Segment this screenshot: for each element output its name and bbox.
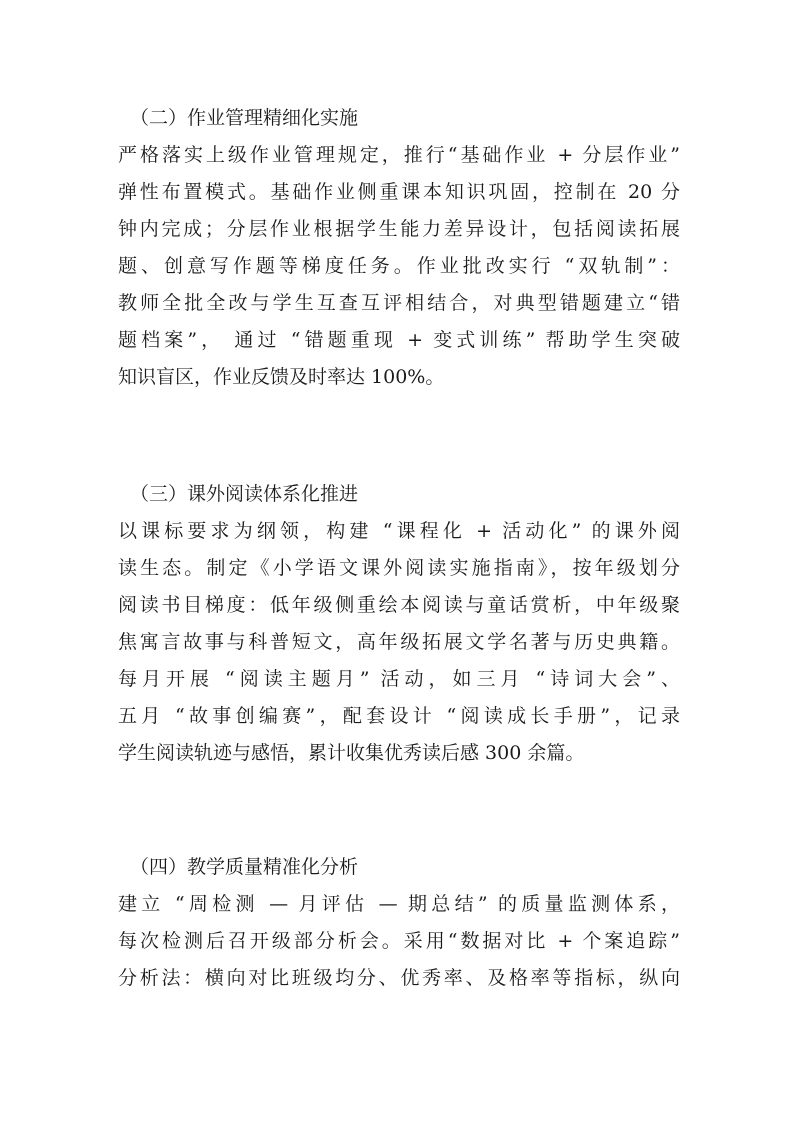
paragraph-line: 题、创意写作题等梯度任务。作业批改实行 “双轨制”： bbox=[118, 255, 680, 277]
paragraph-line: 读生态。制定《小学语文课外阅读实施指南》，按年级划分 bbox=[118, 557, 680, 579]
paragraph-line: 建立 “周检测 — 月评估 — 期总结” 的质量监测体系， bbox=[118, 893, 680, 915]
paragraph-line: 阅读书目梯度：低年级侧重绘本阅读与童话赏析，中年级聚 bbox=[118, 594, 680, 616]
paragraph-line: 分析法：横向对比班级均分、优秀率、及格率等指标，纵向 bbox=[118, 967, 680, 989]
paragraph-line: 教师全批全改与学生互查互评相结合，对典型错题建立“错 bbox=[118, 292, 680, 314]
paragraph-line: 五月 “故事创编赛”，配套设计 “阅读成长手册”，记录 bbox=[118, 705, 680, 727]
paragraph-line: 钟内完成；分层作业根据学生能力差异设计，包括阅读拓展 bbox=[118, 218, 680, 240]
paragraph-line: 知识盲区，作业反馈及时率达 100%。 bbox=[118, 366, 445, 388]
paragraph-line: 弹性布置模式。基础作业侧重课本知识巩固，控制在 20 分 bbox=[118, 181, 680, 203]
section-heading: （二）作业管理精细化实施 bbox=[130, 107, 359, 129]
section-homework-management bbox=[118, 106, 680, 389]
section-heading: （四）教学质量精准化分析 bbox=[130, 856, 359, 878]
paragraph-line: 学生阅读轨迹与感悟，累计收集优秀读后感 300 余篇。 bbox=[118, 742, 585, 764]
paragraph-line: 严格落实上级作业管理规定，推行“基础作业 + 分层作业” bbox=[118, 144, 680, 166]
paragraph-line: 每月开展 “阅读主题月” 活动，如三月 “诗词大会”、 bbox=[118, 668, 680, 690]
paragraph-line: 题档案”， 通过 “错题重现 + 变式训练” 帮助学生突破 bbox=[118, 329, 680, 351]
paragraph-line: 焦寓言故事与科普短文，高年级拓展文学名著与历史典籍。 bbox=[118, 631, 680, 653]
section-extracurricular-reading bbox=[118, 482, 680, 765]
paragraph-line: 每次检测后召开级部分析会。采用“数据对比 + 个案追踪” bbox=[118, 930, 680, 952]
paragraph-line: 以课标要求为纲领，构建 “课程化 + 活动化” 的课外阅 bbox=[118, 520, 680, 542]
section-teaching-quality-analysis bbox=[118, 855, 680, 990]
section-heading: （三）课外阅读体系化推进 bbox=[130, 483, 359, 505]
